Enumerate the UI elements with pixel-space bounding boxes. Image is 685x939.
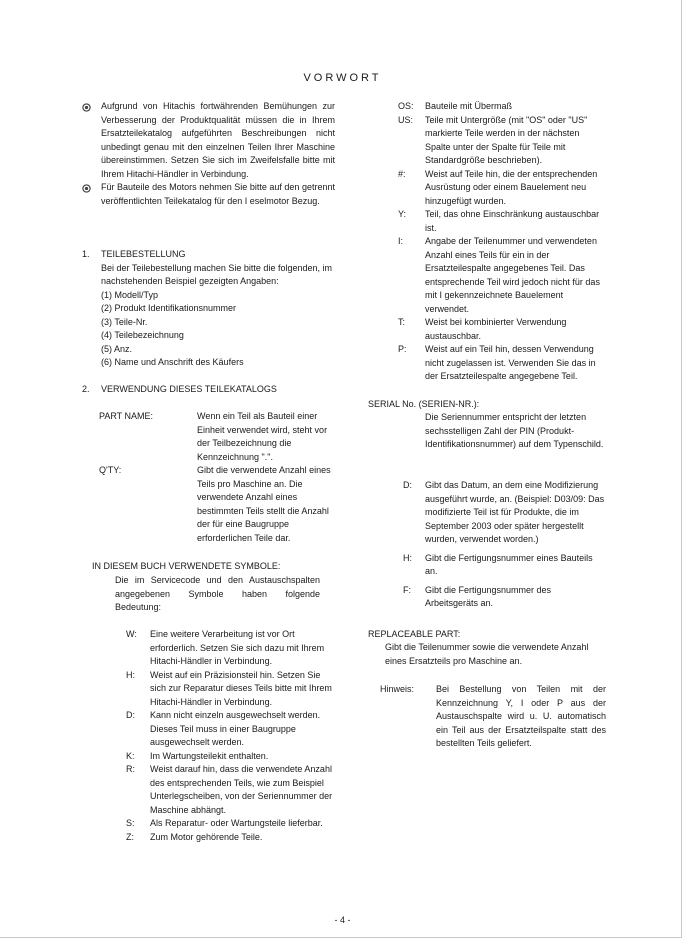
symbol-key: R: — [126, 764, 135, 774]
symbol-desc: Im Wartungsteilekit enthalten. — [150, 750, 269, 761]
code-row — [398, 343, 606, 384]
symbol-desc: Als Reparatur- oder Wartungsteile lieferbar. — [150, 818, 323, 828]
code-key: P: — [398, 344, 407, 354]
circle-bullet-icon — [82, 184, 91, 193]
hint-label: Hinweis: — [380, 684, 415, 694]
symbol-desc: Weist darauf hin, dass die verwendete Anzahl des entsprechenden Teils, wie zum Beispiel Unterlegscheiben, von der Seriennummer der Maschine abhängt. — [150, 764, 333, 815]
serial-codes-list — [403, 479, 606, 611]
section-number: 2. — [82, 384, 90, 394]
code-desc: Gibt die Fertigungsnummer des Arbeitsgeräts an. — [425, 584, 552, 608]
code-row — [398, 100, 606, 114]
page-number: - 4 - — [334, 915, 351, 925]
code-desc: Gibt die Fertigungsnummer eines Bauteils an. — [425, 552, 593, 576]
code-desc: Weist auf Teile hin, die der entsprechenden Ausrüstung oder einem Bauelement neu hinzugefügt wurden. — [425, 168, 598, 206]
code-desc: Weist auf ein Teil hin, dessen Verwendung nicht zugelassen ist. Verwenden Sie das in der Ersatzteilespalte angegebene Teil. — [425, 344, 596, 381]
codes-list — [398, 100, 606, 384]
symbol-row — [126, 669, 333, 710]
code-desc: Weist bei kombinierter Verwendung austauschbar. — [425, 317, 567, 341]
section-2 — [82, 383, 335, 397]
list-item: (6) Name und Anschrift des Käufers — [101, 357, 244, 367]
code-key: #: — [398, 168, 406, 179]
symbol-desc: Weist auf ein Präzisionsteil hin. Setzen Sie sich zur Reparatur dieses Teils bitte mit Ihrem Hitachi-Händler in Verbindung. — [150, 669, 332, 707]
code-desc: Bauteile mit Übermaß — [425, 101, 513, 111]
definition-key: PART NAME: — [99, 411, 154, 421]
code-key: F: — [403, 584, 411, 595]
bullet-paragraph — [82, 181, 335, 208]
symbol-key: H: — [126, 669, 135, 680]
code-key: T: — [398, 317, 406, 327]
hint-block — [380, 683, 606, 751]
symbols-heading: IN DIESEM BUCH VERWENDETE SYMBOLE: — [92, 561, 281, 571]
section-1 — [82, 248, 335, 370]
bullet-text: Für Bauteile des Motors nehmen Sie bitte auf den getrennt veröffentlichten Teilekatalog für den I eselmotor Bezug. — [101, 182, 335, 206]
hint-text: Bei Bestellung von Teilen mit der Kennzeichnung Y, I oder P aus der Austauschspalte wird u. U. automatisch ein Teil aus der Ersatzteilspalte statt des bestellten Teils geliefert. — [436, 684, 606, 748]
code-desc: Teile mit Untergröße (mit "OS" oder "US" markierte Teile werden in der nächsten Spalte unter der Spalte für Teile mit Standardgröße beschrieben). — [425, 114, 588, 165]
list-item: (5) Anz. — [101, 343, 133, 354]
code-row — [398, 235, 606, 316]
code-desc: Gibt das Datum, an dem eine Modifizierung ausgeführt wurde, an. (Beispiel: D03/09: Das modifizierte Teil ist für Produkte, die im September 2003 oder später hergestellt wurden, verwendet worden.) — [425, 480, 605, 544]
list-item: (2) Produkt Identifikationsnummer — [101, 303, 237, 313]
code-key: H: — [403, 552, 412, 563]
symbol-row — [126, 709, 333, 750]
symbol-key: Z: — [126, 831, 134, 842]
symbol-desc: Eine weitere Verarbeitung ist vor Ort erforderlich. Setzen Sie sich dazu mit Ihrem Hitachi-Händler in Verbindung. — [150, 629, 325, 666]
code-desc: Teil, das ohne Einschränkung austauschbar ist. — [425, 209, 600, 233]
symbols-list — [126, 628, 333, 844]
bullet-text: Aufgrund von Hitachis fortwährenden Bemühungen zur Verbesserung der Produktqualität müssen die in Ihrem Ersatzteilekatalog aufgeführten Beschreibungen nicht unbedingt genau mit den einzelnen Teilen Ihrer Maschine übereinstimmen. Setzen Sie sich im Zweifelsfalle bitte mit Ihrem Hitachi-Händler in Verbindung. — [101, 101, 335, 179]
section-number: 1. — [82, 249, 90, 259]
left-column — [82, 100, 335, 208]
serial-text: Die Seriennummer entspricht der letzten sechsstelligen Zahl der PIN (Produkt-Identifikationsnummer) auf dem Typenschild. — [425, 412, 604, 449]
replaceable-text: Gibt die Teilenummer sowie die verwendete Anzahl eines Ersatzteils pro Maschine an. — [385, 642, 589, 666]
code-key: US: — [398, 114, 414, 125]
code-key: OS: — [398, 101, 414, 111]
list-item: (1) Modell/Typ — [101, 289, 159, 300]
section-heading: TEILEBESTELLUNG — [101, 249, 186, 259]
code-row — [398, 316, 606, 343]
section-heading: VERWENDUNG DIESES TEILEKATALOGS — [101, 384, 277, 394]
serial-heading: SERIAL No. (SERIEN-NR.): — [368, 399, 480, 409]
symbol-key: S: — [126, 818, 135, 828]
symbol-key: W: — [126, 629, 137, 639]
code-key: I: — [398, 236, 404, 246]
symbol-key: D: — [126, 710, 135, 720]
replaceable-heading: REPLACEABLE PART: — [368, 629, 461, 639]
definition-row — [99, 410, 335, 464]
code-key: Y: — [398, 209, 407, 219]
symbol-key: K: — [126, 750, 135, 761]
definition-value: Gibt die verwendete Anzahl eines Teils pro Maschine an. Die verwendete Anzahl eines bestimmten Teils stellt die Anzahl der für eine Baugruppe erforderlichen Teile dar. — [197, 465, 331, 543]
code-desc: Angabe der Teilenummer und verwendeten Anzahl eines Teils für ein in der Ersatzteilespalte angegebenes Teil. Das entsprechende Teil wird jedoch nicht für das mit I gekennzeichnete Bauelement verwendet. — [425, 236, 600, 314]
code-row — [398, 208, 606, 235]
column-definitions — [99, 410, 335, 545]
symbol-row — [126, 750, 333, 764]
symbol-desc: Kann nicht einzeln ausgewechselt werden. Dieses Teil muss in einer Baugruppe ausgewechselt werden. — [150, 710, 321, 747]
list-item: (4) Teilebezeichnung — [101, 330, 184, 340]
symbol-row — [126, 763, 333, 817]
code-row — [403, 479, 606, 547]
code-row — [403, 584, 606, 611]
code-row — [403, 552, 606, 579]
symbol-desc: Zum Motor gehörende Teile. — [150, 831, 263, 842]
definition-key: Q'TY: — [99, 465, 122, 475]
symbol-row — [126, 628, 333, 669]
code-row — [398, 114, 606, 168]
code-row — [398, 168, 606, 209]
bullet-paragraph — [82, 100, 335, 181]
symbol-row — [126, 817, 333, 831]
symbols-intro: Die im Servicecode und den Austauschspalten angegebenen Symbole haben folgende Bedeutung: — [115, 575, 320, 612]
definition-value: Wenn ein Teil als Bauteil einer Einheit verwendet wird, steht vor der Teilbezeichnung die Kennzeichnung ".". — [197, 411, 328, 462]
circle-bullet-icon — [82, 103, 91, 112]
list-item: (3) Teile-Nr. — [101, 316, 148, 327]
code-key: D: — [403, 480, 412, 490]
page-title: VORWORT — [303, 72, 382, 84]
symbol-row — [126, 831, 333, 845]
definition-row — [99, 464, 335, 545]
section-intro: Bei der Teilebestellung machen Sie bitte die folgenden, im nachstehenden Beispiel gezeigten Angaben: — [101, 262, 332, 286]
